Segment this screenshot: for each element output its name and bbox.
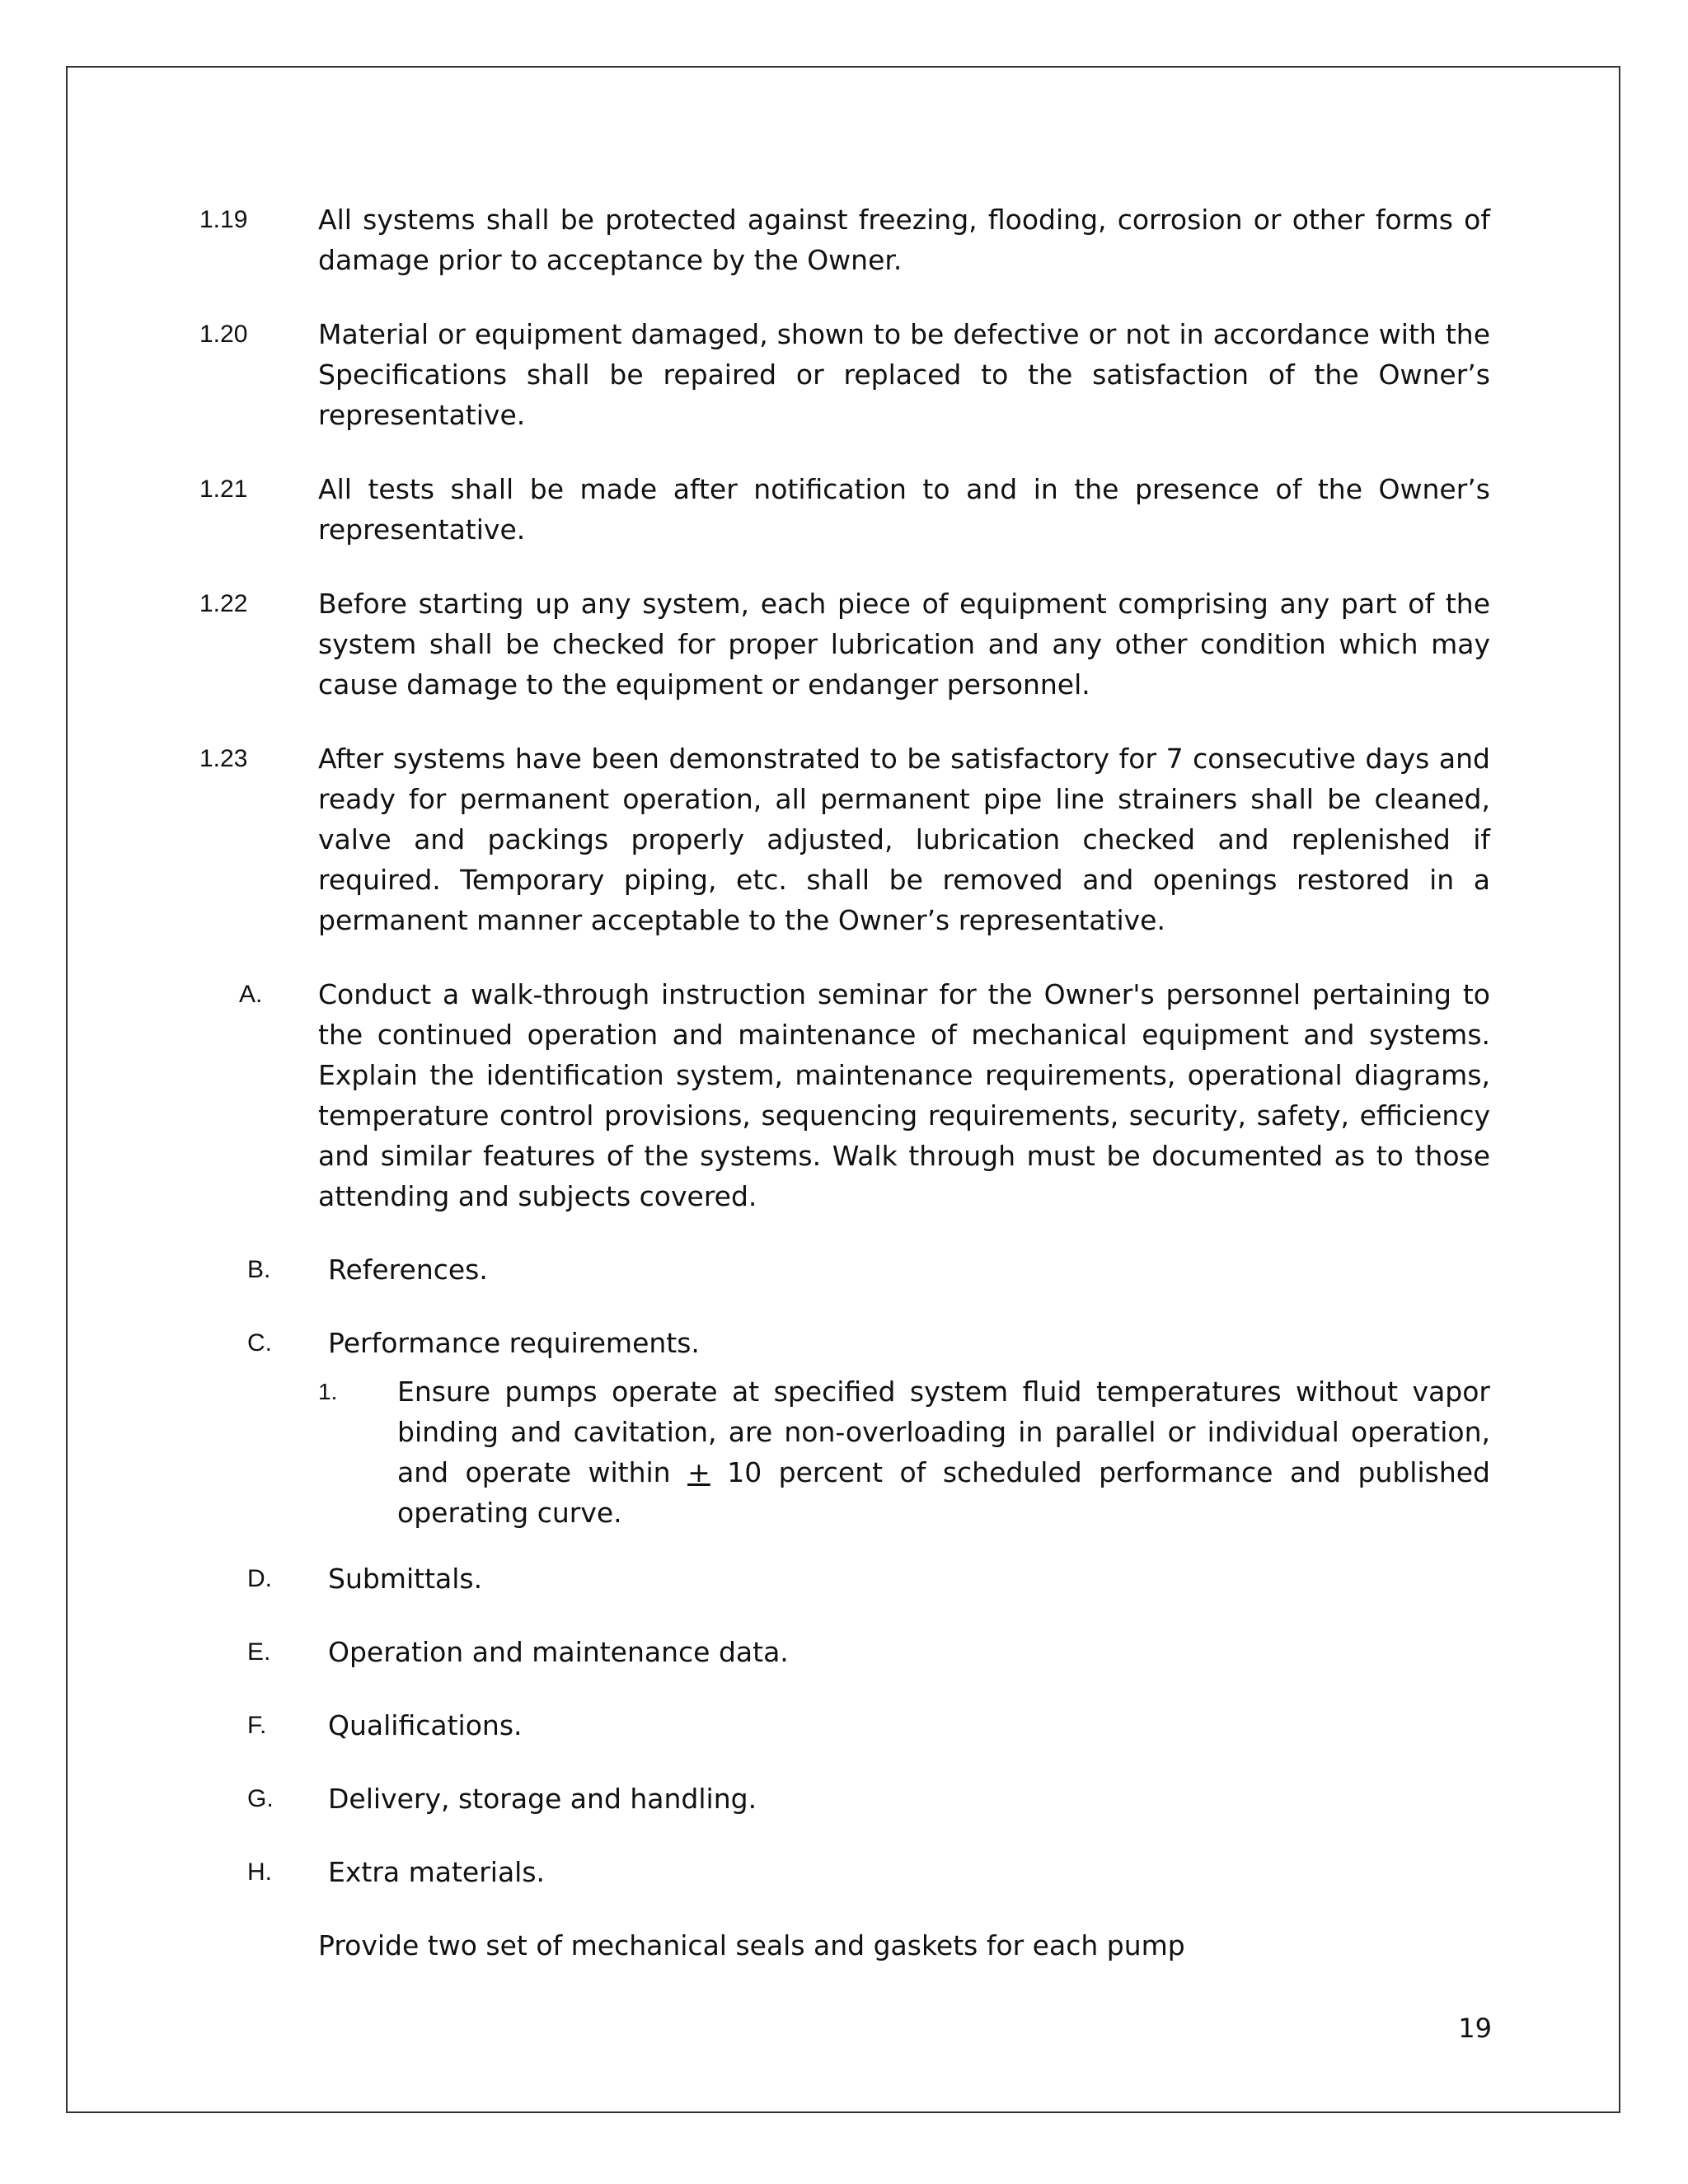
sub-item-text: Submittals. bbox=[328, 1563, 483, 1595]
sub-item-label: D. bbox=[247, 1565, 272, 1592]
item-number: 1.21 bbox=[199, 476, 248, 503]
sub-item-text: Extra materials. bbox=[328, 1856, 546, 1888]
sub-item-label: H. bbox=[247, 1858, 272, 1886]
text-segment: Ensure pumps operate at specified system fluid temperatures without vapor binding and cavitation, are non-overloading in parallel or individual operation, and operate within bbox=[397, 1376, 1490, 1488]
item-number: 1.20 bbox=[199, 321, 248, 348]
item-number: 1.19 bbox=[199, 206, 248, 233]
sub-item-text: Performance requirements. bbox=[328, 1327, 700, 1359]
sub-sub-item-label: 1. bbox=[318, 1379, 338, 1404]
item-number: 1.23 bbox=[199, 745, 248, 772]
sub-item-text: Qualifications. bbox=[328, 1709, 523, 1741]
sub-item-label: A. bbox=[239, 981, 263, 1008]
extra-materials-note: Provide two set of mechanical seals and gaskets for each pump bbox=[318, 1929, 1185, 1961]
sub-item-text: References. bbox=[328, 1254, 488, 1286]
item-text: Material or equipment damaged, shown to be defective or not in accordance with the Specifications shall be repaired or replaced to the satisfaction of the Owner’s representative. bbox=[318, 318, 1490, 431]
item-text: Before starting up any system, each piece of equipment comprising any part of the system shall be checked for proper lubrication and any other condition which may cause damage to the equipment or endanger personnel. bbox=[318, 588, 1490, 701]
text-segment: 10 percent of scheduled performance and published operating curve. bbox=[397, 1456, 1490, 1529]
plus-minus-symbol: + bbox=[687, 1456, 710, 1488]
sub-sub-item-text bbox=[397, 1371, 1490, 1533]
page-number: 19 bbox=[1458, 2013, 1492, 2044]
sub-item-label: E. bbox=[247, 1638, 271, 1666]
item-text: After systems have been demonstrated to be satisfactory for 7 consecutive days and ready for permanent operation, all permanent pipe line strainers shall be cleaned, valve and packings properly adjusted, lubrication checked and replenished if required. Temporary piping, etc. shall be removed and openings restored in a permanent manner acceptable to the Owner’s representative. bbox=[318, 743, 1490, 936]
sub-item-text: Conduct a walk-through instruction seminar for the Owner's personnel pertaining to the continued operation and maintenance of mechanical equipment and systems. Explain the identification system, maintenance requirements, operational diagrams, temperature control provisions, sequencing requirements, security, safety, efficiency and similar features of the systems. Walk through must be documented as to those attending and subjects covered. bbox=[318, 978, 1490, 1212]
sub-item-text: Delivery, storage and handling. bbox=[328, 1783, 757, 1815]
item-text: All tests shall be made after notification to and in the presence of the Owner’s representative. bbox=[318, 473, 1490, 546]
sub-item-label: B. bbox=[247, 1256, 271, 1283]
item-text: All systems shall be protected against freezing, flooding, corrosion or other forms of damage prior to acceptance by the Owner. bbox=[318, 204, 1490, 276]
sub-item-text: Operation and maintenance data. bbox=[328, 1636, 789, 1668]
sub-item-label: C. bbox=[247, 1329, 272, 1357]
sub-item-label: G. bbox=[247, 1785, 274, 1812]
item-number: 1.22 bbox=[199, 590, 248, 617]
sub-item-label: F. bbox=[247, 1712, 267, 1739]
